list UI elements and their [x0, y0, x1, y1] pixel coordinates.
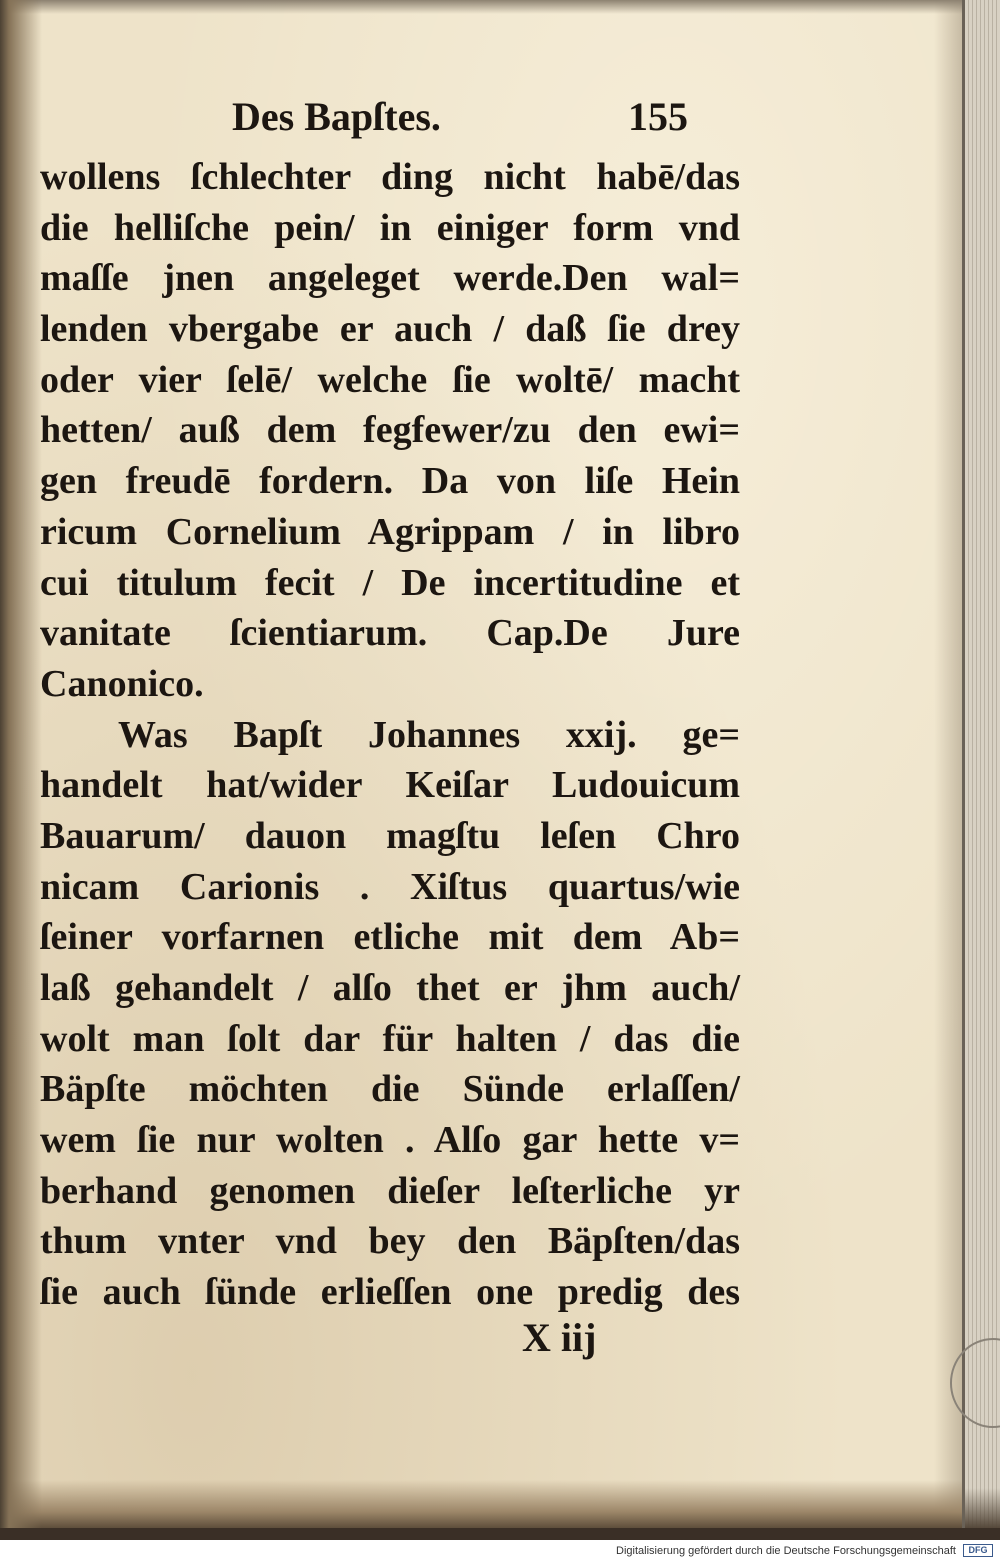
- text-line: Bäpſte möchten die Sünde erlaſſen/: [40, 1068, 740, 1111]
- text-line: hetten/ auß dem fegfewer/zu den ewi=: [40, 409, 740, 452]
- text-line: gen freudē fordern. Da von liſe Hein: [40, 460, 740, 503]
- paragraph-start-line: Was Bapſt Johannes xxij. ge=: [118, 713, 740, 756]
- text-line: vanitate ſcientiarum. Cap.De Jure: [40, 612, 740, 655]
- page-edges: [962, 0, 1000, 1528]
- running-head: Des Bapſtes.: [232, 94, 441, 139]
- signature-mark: X iij: [522, 1315, 597, 1360]
- dfg-logo: DFG: [963, 1544, 993, 1557]
- text-line: Bauarum/ dauon magſtu leſen Chro: [40, 814, 740, 857]
- text-line: oder vier ſelē/ welche ſie woltē/ macht: [40, 358, 740, 401]
- footer-credit: Digitalisierung gefördert durch die Deutsche Forschungsgemeinschaft: [616, 1545, 956, 1557]
- text-line: Canonico.: [40, 662, 204, 705]
- text-line: lenden vbergabe er auch / daß ſie drey: [40, 308, 740, 351]
- text-line: berhand genomen dieſer leſterliche yr: [40, 1169, 740, 1212]
- text-line: ſie auch ſünde erlieſſen one predig des: [40, 1271, 740, 1314]
- text-line: maſſe jnen angeleget werde.Den wal=: [40, 257, 740, 300]
- text-line: handelt hat/wider Keiſar Ludouicum: [40, 764, 740, 807]
- text-line: die helliſche pein/ in einiger form vnd: [40, 206, 740, 249]
- text-line: thum vnter vnd bey den Bäpſten/das: [40, 1220, 740, 1263]
- text-line: ſeiner vorfarnen etliche mit dem Ab=: [40, 916, 740, 959]
- page-number: 155: [628, 94, 688, 139]
- text-line: laß gehandelt / alſo thet er jhm auch/: [40, 967, 740, 1009]
- page-text: [40, 152, 740, 1318]
- text-line: ricum Cornelium Agrippam / in libro: [40, 510, 740, 553]
- text-line: wolt man ſolt dar für halten / das die: [40, 1017, 740, 1060]
- text-line: nicam Carionis . Xiſtus quartus/wie: [40, 865, 740, 908]
- text-line: wollens ſchlechter ding nicht habē/das: [40, 156, 740, 198]
- footer: [0, 1540, 1000, 1562]
- text-line: cui titulum fecit / De incertitudine et: [40, 561, 740, 604]
- bookmark-loop: [945, 1335, 1000, 1435]
- text-line: wem ſie nur wolten . Alſo gar hette v=: [40, 1119, 740, 1162]
